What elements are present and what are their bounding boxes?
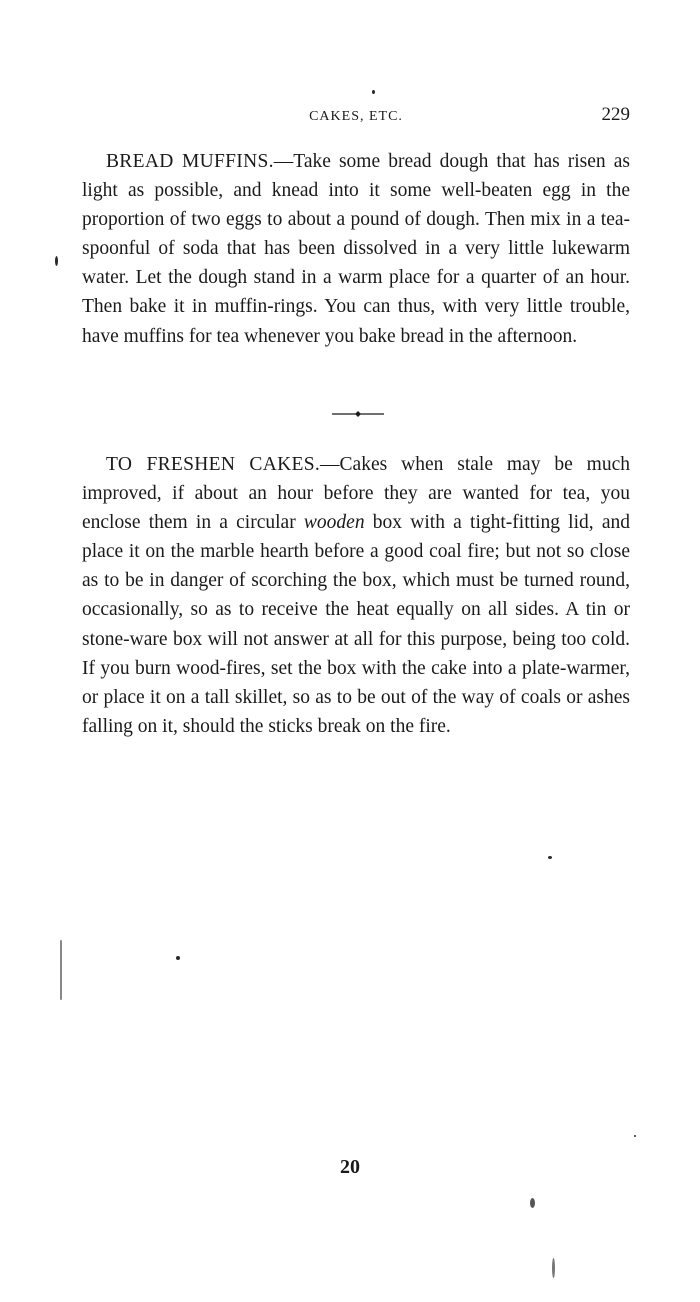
scan-speck xyxy=(372,90,375,94)
running-head xyxy=(82,104,630,128)
scan-speck xyxy=(634,1135,636,1137)
emphasis-word: wooden xyxy=(303,512,365,534)
section-heading: TO FRESHEN CAKES. xyxy=(106,454,321,475)
signature-mark: 20 xyxy=(340,1156,360,1178)
scan-speck xyxy=(548,856,552,859)
section-body-part-2: box with a tight-fitting lid, and place it on the marble hearth before a good coal fire; but not so close as to be in danger of scorching the box, which must be turned round, occasionally, so as to receive the heat equally on all sides. A tin or stone-ware box will not answer at all for this purpose, being too cold. If you burn wood-fires, set the box with the cake into a plate-warmer, or place it on a tall skillet, so as to be out of the way of coals or ashes falling on it, should the sticks break on the fire. xyxy=(82,512,630,737)
page-number: 229 xyxy=(601,104,630,125)
paragraph xyxy=(82,147,630,351)
section-body: —Take some bread dough that has risen as light as possible, and knead into it some well-beaten egg in the proportion of two eggs to about a pound of dough. Then mix in a tea-spoonful of soda that has been dissolved in a very little lukewarm water. Let the dough stand in a warm place for a quarter of an hour. Then bake it in muffin-rings. You can thus, with very little trouble, have muffins for tea whenever you bake bread in the afternoon. xyxy=(82,151,630,347)
section-bread-muffins xyxy=(82,147,630,351)
scan-speck xyxy=(552,1258,555,1278)
scan-speck xyxy=(60,940,62,1000)
section-heading: BREAD MUFFINS. xyxy=(106,151,274,172)
scan-speck xyxy=(55,256,58,266)
scan-speck xyxy=(176,956,180,960)
section-body-part-1: —Cakes when stale may be much improved, if about an hour before they are wanted for tea, you enclose them in a circular xyxy=(82,454,630,534)
scan-speck xyxy=(530,1198,535,1208)
section-freshen-cakes xyxy=(82,450,630,741)
running-title: CAKES, ETC. xyxy=(309,109,403,124)
paragraph xyxy=(82,450,630,741)
divider-ornament-icon xyxy=(330,409,386,419)
section-divider xyxy=(330,409,386,419)
